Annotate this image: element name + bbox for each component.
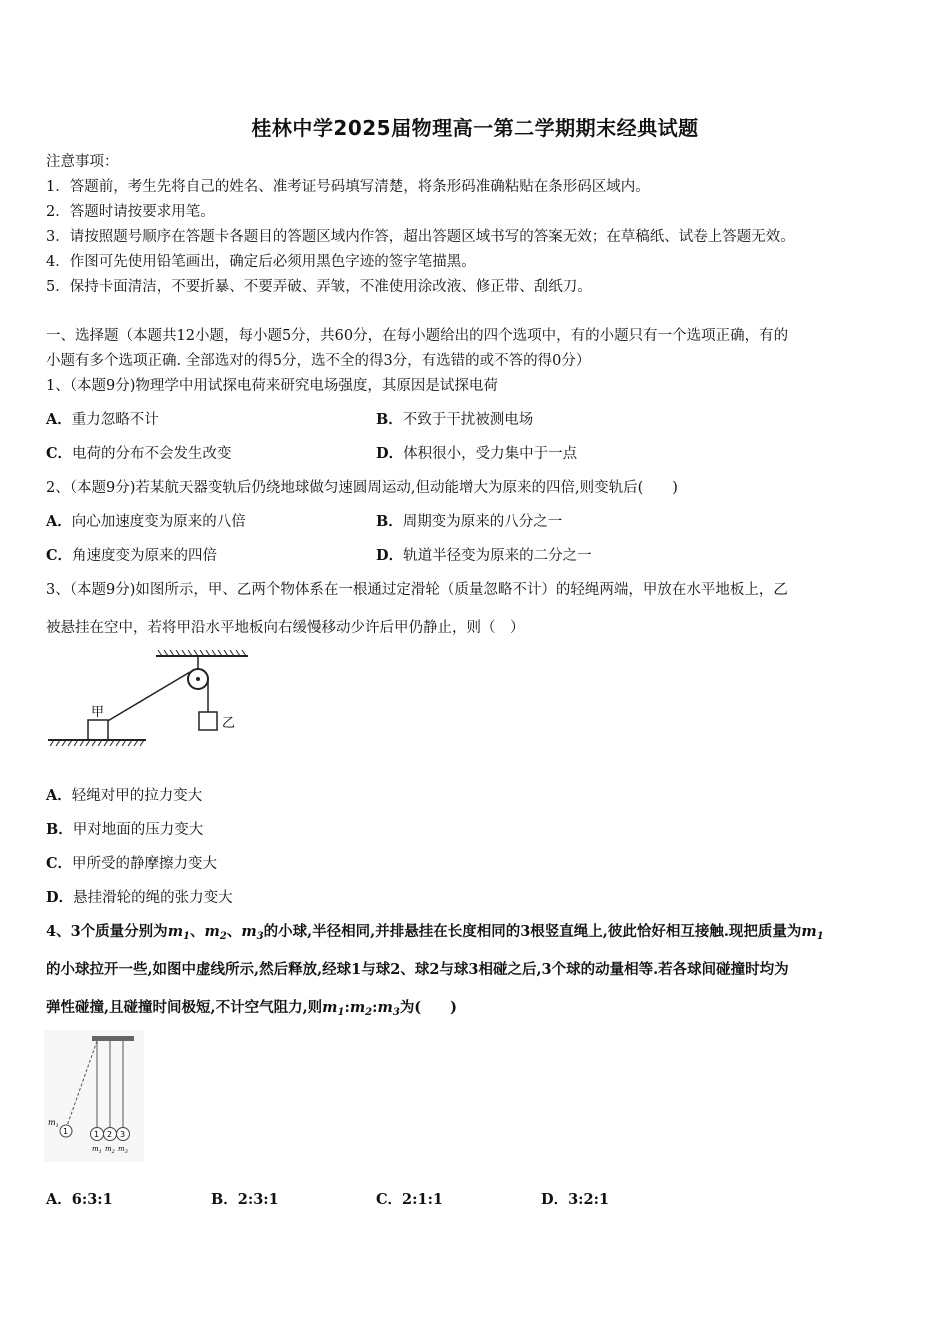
note-item: 5．保持卡面清洁，不要折暴、不要弄破、弄皱，不准使用涂改液、修正带、刮纸刀。 xyxy=(46,279,592,295)
note-item: 1．答题前，考生先将自己的姓名、准考证号码填写清楚，将条形码准确粘贴在条形码区域内。 xyxy=(46,179,650,195)
note-item: 3．请按照题号顺序在答题卡各题目的答题区域内作答，超出答题区域书写的答案无效；在草稿纸、试卷上答题无效。 xyxy=(46,229,795,245)
label-yi: 乙 xyxy=(222,716,236,731)
q2-option-b[interactable]: B．周期变为原来的八分之一 xyxy=(376,513,563,530)
displaced-mass-label: $m_1$ xyxy=(48,1118,59,1129)
page-title: 桂林中学2025届物理高一第二学期期末经典试题 xyxy=(251,116,699,140)
q1-option-d[interactable]: D．体积很小，受力集中于一点 xyxy=(376,445,578,462)
q2-option-c[interactable]: C．角速度变为原来的四倍 xyxy=(46,547,218,564)
figure-background xyxy=(44,1030,144,1162)
mass-label-3: $m_3$ xyxy=(118,1145,128,1155)
q1-option-b[interactable]: B．不致于干扰被测电场 xyxy=(376,411,534,428)
note-item: 2．答题时请按要求用笔。 xyxy=(46,204,215,220)
q2-stem: 2、（本题9分)若某航天器变轨后仍绕地球做匀速圆周运动,但动能增大为原来的四倍,则变轨后( ) xyxy=(46,480,678,496)
block-jia xyxy=(88,720,108,740)
q2-option-a[interactable]: A．向心加速度变为原来的八倍 xyxy=(46,513,246,530)
q4-option-c[interactable]: C．2:1:1 xyxy=(376,1191,444,1208)
q3-stem-line2: 被悬挂在空中，若将甲沿水平地板向右缓慢移动少许后甲仍静止，则（ ） xyxy=(46,620,525,636)
mass-label-2: $m_2$ xyxy=(105,1145,115,1155)
notes-heading: 注意事项： xyxy=(46,154,119,170)
q3-option-a[interactable]: A．轻绳对甲的拉力变大 xyxy=(46,787,203,804)
q3-option-d[interactable]: D．悬挂滑轮的绳的张力变大 xyxy=(46,889,233,906)
rope-to-jia xyxy=(106,672,190,722)
ball-1-label: 1 xyxy=(94,1130,100,1139)
q4-option-b[interactable]: B．2:3:1 xyxy=(211,1191,279,1208)
support-bar xyxy=(92,1036,134,1041)
q2-option-d[interactable]: D．轨道半径变为原来的二分之一 xyxy=(376,547,592,564)
q1-option-c[interactable]: C．电荷的分布不会发生改变 xyxy=(46,445,232,462)
section-heading-line2: 小题有多个选项正确. 全部选对的得5分，选不全的得3分，有选错的或不答的得0分） xyxy=(46,353,591,369)
block-yi xyxy=(199,712,217,730)
mass-label-1: $m_1$ xyxy=(92,1145,102,1155)
q3-stem-line1: 3、（本题9分)如图所示，甲、乙两个物体系在一根通过定滑轮（质量忽略不计）的轻绳两端，甲放在水平地板上，乙 xyxy=(46,582,788,598)
q4-stem-line2: 的小球拉开一些,如图中虚线所示,然后释放,经球1与球2、球2与球3相碰之后,3个球的动量相等.若各球间碰撞时均为 xyxy=(46,961,789,978)
ball-2-label: 2 xyxy=(107,1130,113,1139)
note-item: 4．作图可先使用铅笔画出，确定后必须用黑色字迹的签字笔描黑。 xyxy=(46,254,476,270)
q4-pendulum-figure xyxy=(44,1030,144,1162)
q1-option-a[interactable]: A．重力忽略不计 xyxy=(46,411,159,428)
q4-option-d[interactable]: D．3:2:1 xyxy=(541,1191,610,1208)
q4-option-a[interactable]: A．6:3:1 xyxy=(46,1191,113,1208)
displaced-ball-label: 1 xyxy=(63,1127,69,1136)
q3-pulley-figure xyxy=(44,650,254,750)
q4-stem-line3: 弹性碰撞,且碰撞时间极短,不计空气阻力,则$m_1:m_2:m_3$为( ) xyxy=(46,999,458,1018)
ball-3-label: 3 xyxy=(120,1130,126,1139)
q3-option-b[interactable]: B．甲对地面的压力变大 xyxy=(46,821,204,838)
q3-option-c[interactable]: C．甲所受的静摩擦力变大 xyxy=(46,855,218,872)
label-jia: 甲 xyxy=(91,705,105,720)
section-heading-line1: 一、选择题（本题共12小题，每小题5分，共60分，在每小题给出的四个选项中，有的小题只有一个选项正确，有的 xyxy=(46,328,789,344)
pulley-axle xyxy=(196,677,200,681)
q4-stem-line1: 4、3个质量分别为$m_1$、$m_2$、$m_3$的小球,半径相同,并排悬挂在长度相同的3根竖直绳上,彼此恰好相互接触.现把质量为$m_1$ xyxy=(46,923,824,942)
q1-stem: 1、（本题9分)物理学中用试探电荷来研究电场强度，其原因是试探电荷 xyxy=(46,378,498,394)
